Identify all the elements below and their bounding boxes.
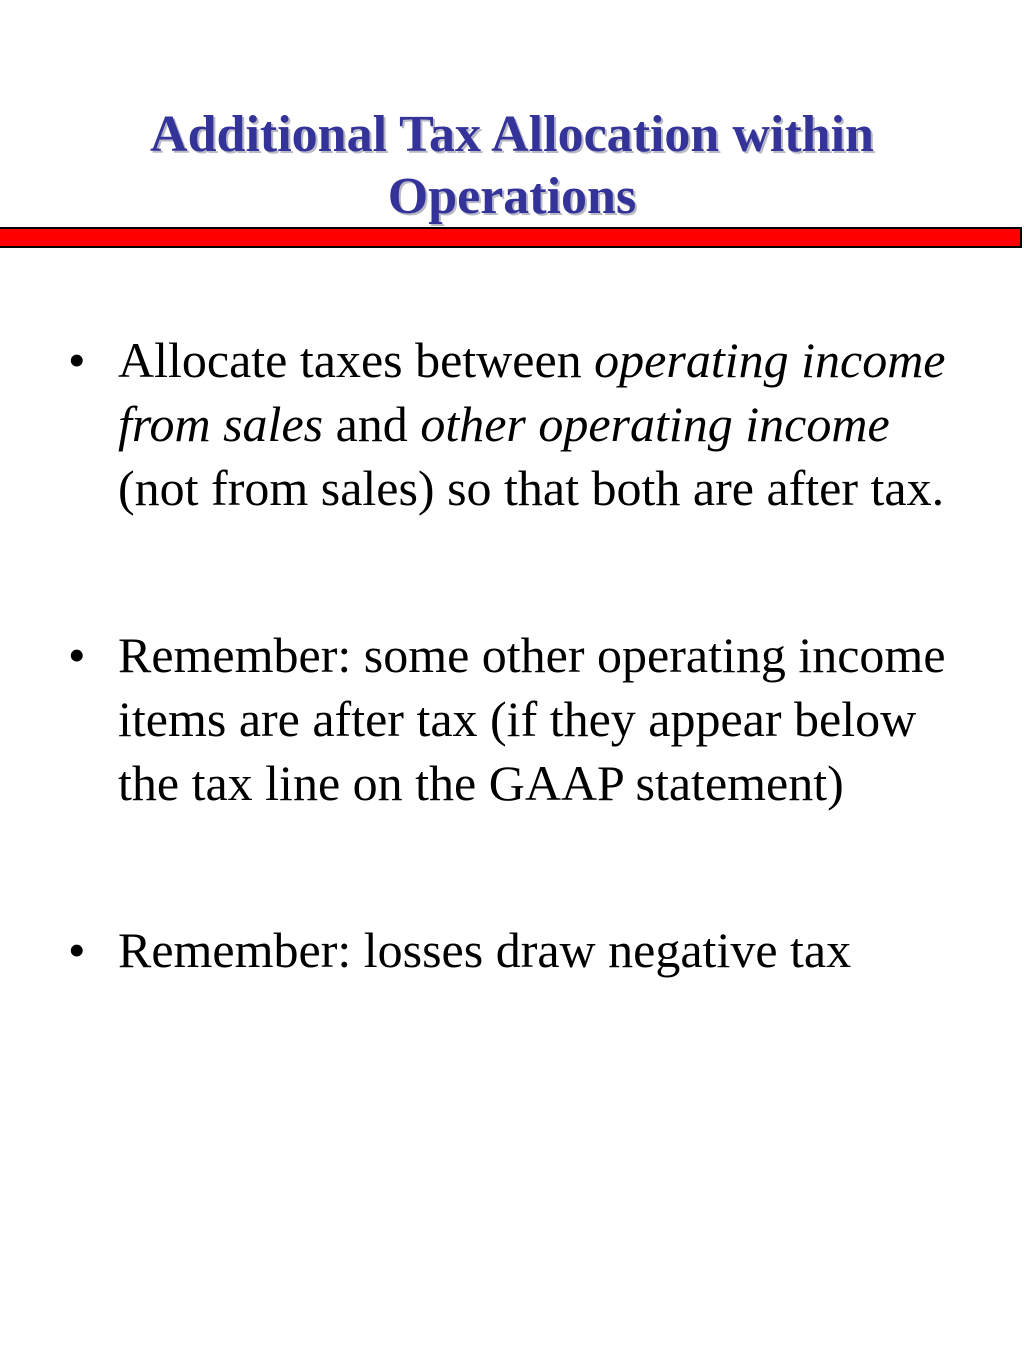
bullet-list [60,328,960,982]
bullet-item-2 [60,623,960,815]
bullet-2-text: Remember: some other operating income items are after tax (if they appear below the tax line on the GAAP statement) [118,627,946,811]
bullet-1-segment-4: other operating income [420,396,890,452]
bullet-1-segment-5: (not from sales) so that both are after tax. [118,460,945,516]
bullet-1-segment-1: Allocate taxes between [118,332,595,388]
bullet-1-segment-3: and [323,396,421,452]
bullet-1-text [118,332,946,516]
bullet-marker: • [68,922,86,978]
slide-title [40,104,984,228]
bullet-item-3 [60,918,960,982]
slide-title-line-1: Additional Tax Allocation within [150,106,874,163]
slide-title-line-2: Operations [387,168,637,225]
bullet-3-text: Remember: losses draw negative tax [118,922,852,978]
bullet-item-1 [60,328,960,520]
bullet-marker: • [68,627,86,683]
bullet-marker: • [68,332,86,388]
title-divider-bar [0,227,1022,248]
bullet-1-segment-2: operating income from sales [118,332,946,452]
